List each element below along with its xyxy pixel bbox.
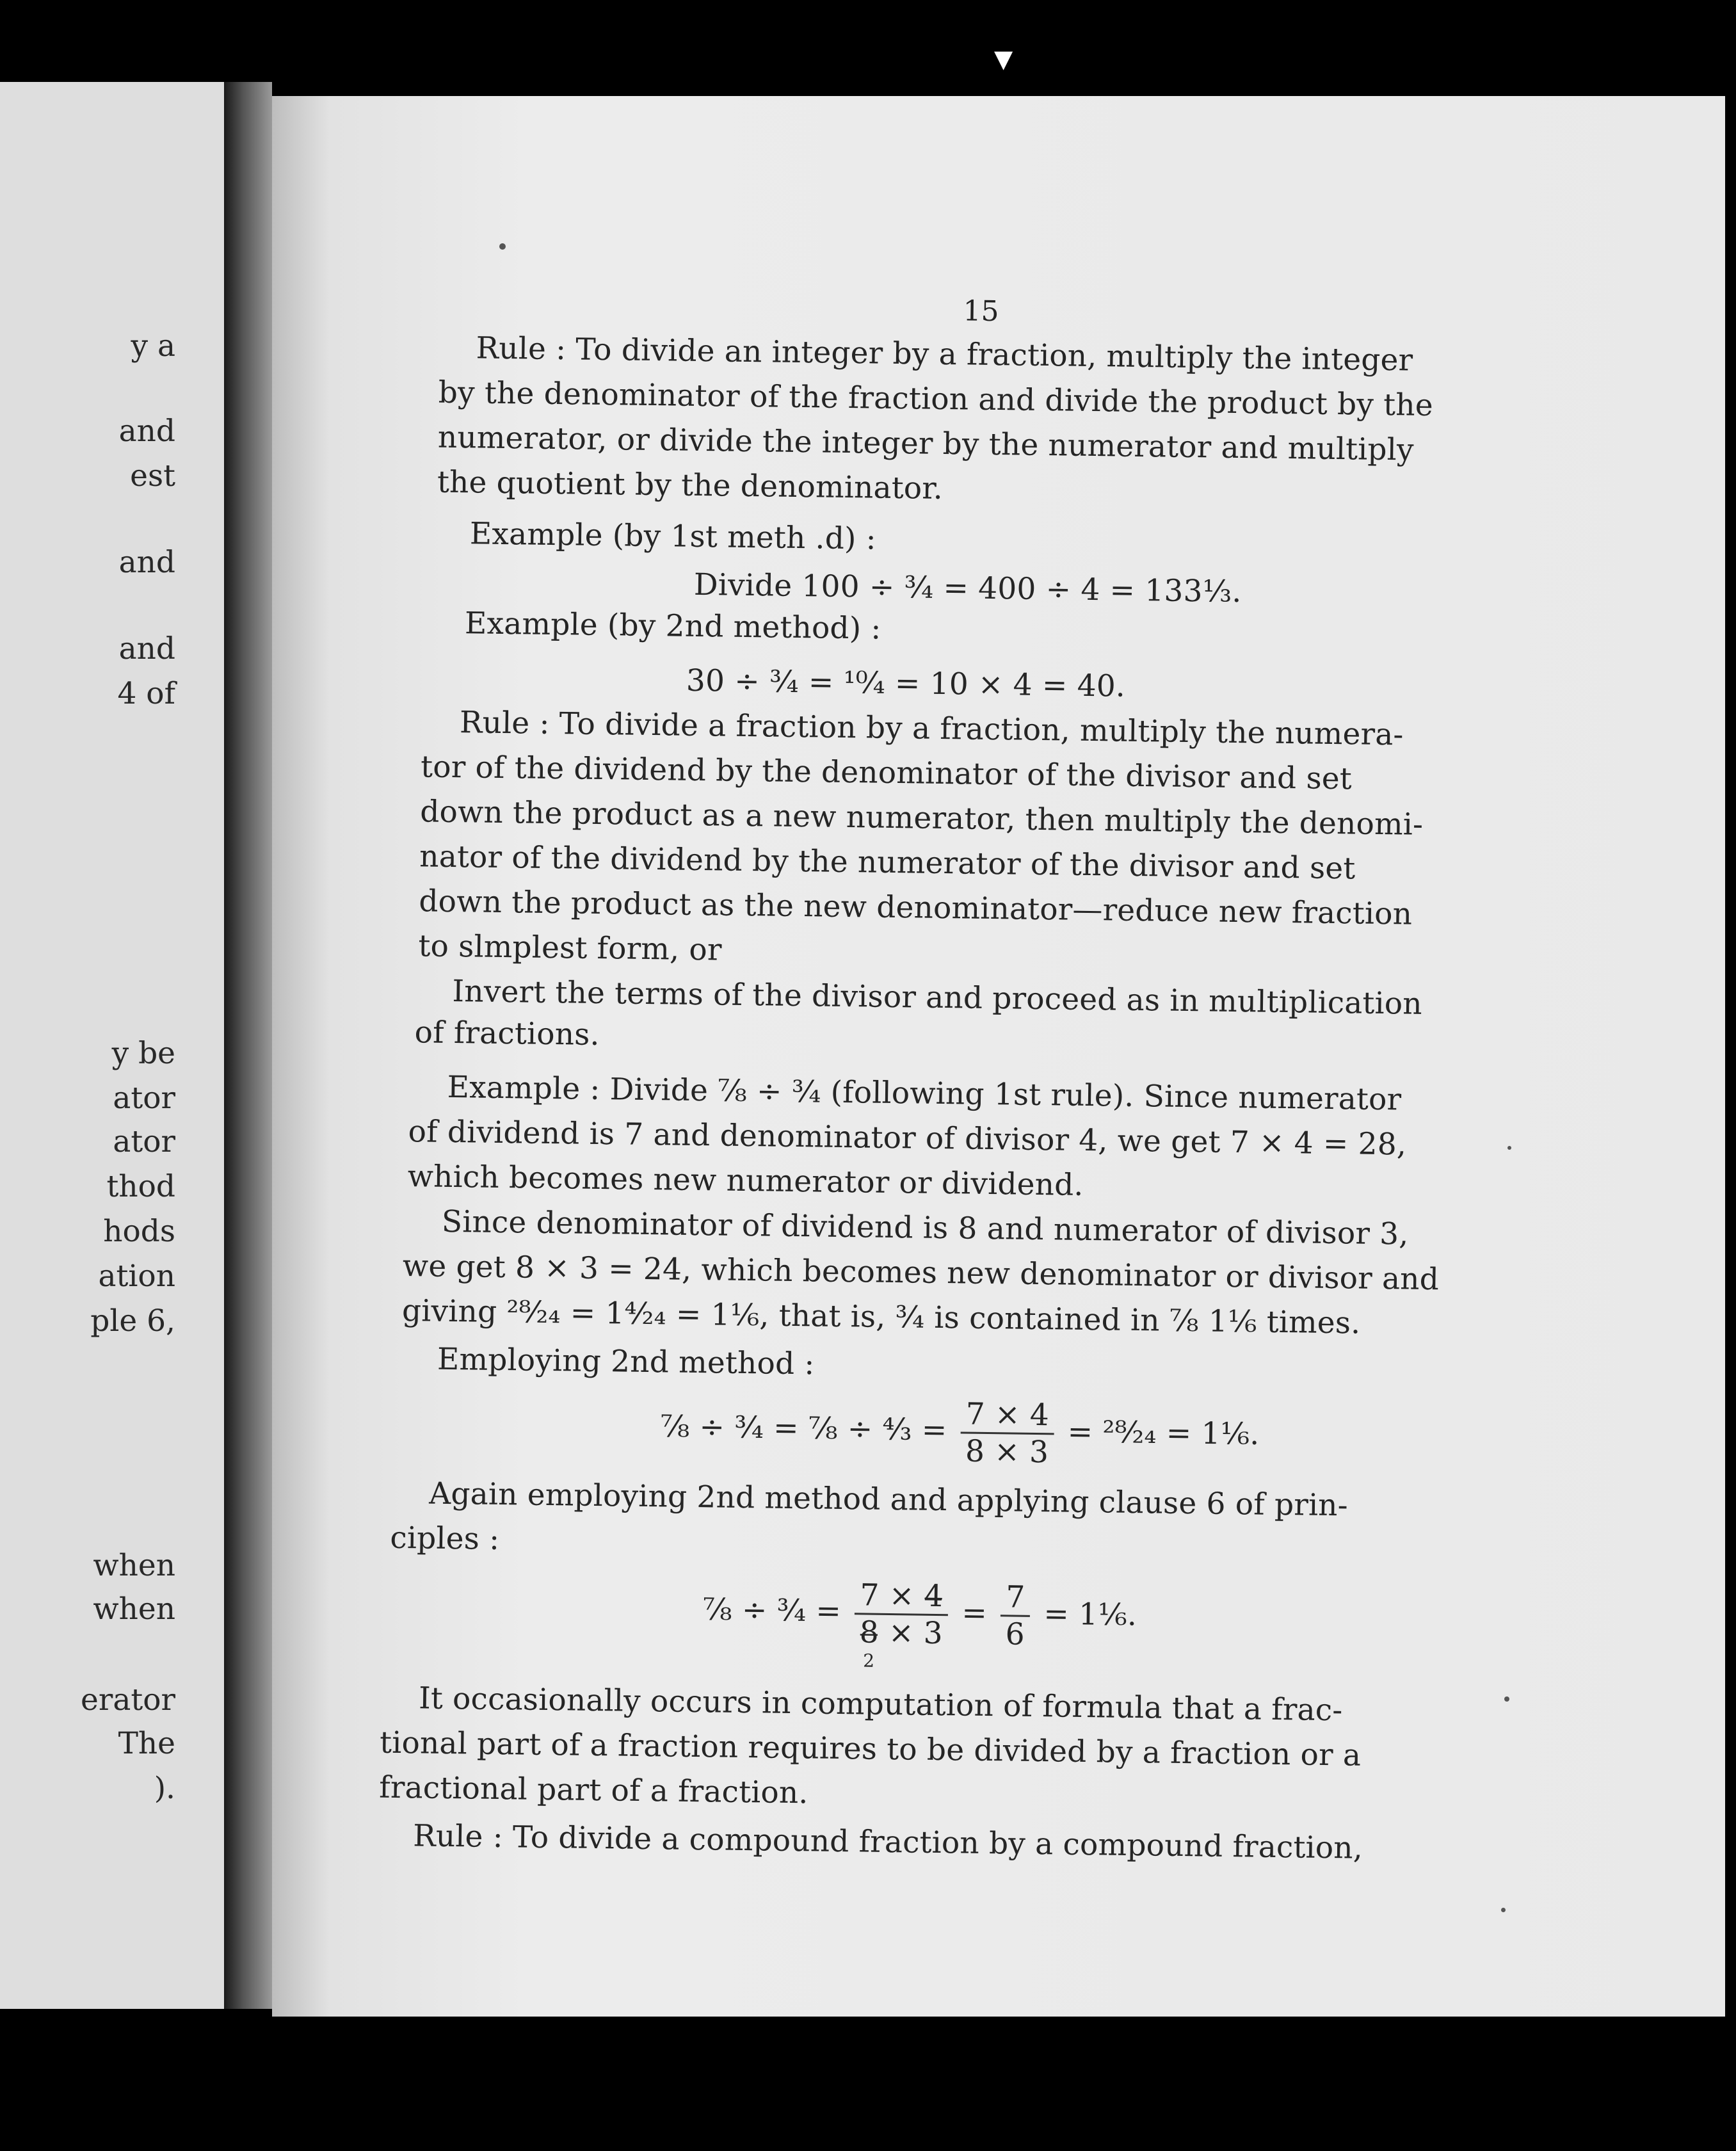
- example2-label: Example (by 2nd method) :: [464, 606, 881, 647]
- rule2-line: to slmplest form, or: [418, 928, 722, 968]
- eq3-numerator-1: 7 × 4̶: [855, 1580, 949, 1616]
- eq2-numerator: 7 × 4: [960, 1399, 1054, 1435]
- since-line: Since denominator of dividend is 8 and numerator of divisor 3,: [441, 1204, 1409, 1252]
- example3-line: of dividend is 7 and denominator of divisor 4, we get 7 × 4 = 28,: [408, 1114, 1407, 1163]
- employing-label: Employing 2nd method :: [437, 1341, 815, 1382]
- margin-fragment: and: [118, 631, 175, 666]
- rule1-line: numerator, or divide the integer by the numerator and multiply: [437, 419, 1415, 468]
- since-line: we get 8 × 3 = 24, which becomes new denominator or divisor and: [402, 1248, 1440, 1298]
- example1-equation: Divide 100 ÷ ¾ = 400 ÷ 4 = 133⅓.: [693, 567, 1242, 610]
- margin-fragment: ator: [113, 1081, 175, 1116]
- rule2-line: tor of the dividend by the denominator of the divisor and set: [420, 749, 1353, 797]
- eq2-left: ⅞ ÷ ¾ = ⅞ ÷ ⁴⁄₃ =: [660, 1408, 947, 1448]
- equation-second-method: [660, 1395, 1260, 1470]
- eq3-denominator-2: 6: [1005, 1616, 1025, 1652]
- example3-line: which becomes new numerator or dividend.: [407, 1159, 1084, 1203]
- invert-line: Invert the terms of the divisor and proceed as in multiplication: [452, 974, 1423, 1022]
- equation-clause-six: [702, 1577, 1137, 1672]
- rule2-line: Rule : To divide a fraction by a fraction, multiply the numera-: [459, 705, 1404, 753]
- margin-fragment: The: [118, 1726, 175, 1761]
- page-number: 15: [963, 294, 999, 328]
- rule1-line: the quotient by the denominator.: [437, 464, 944, 506]
- margin-fragment: thod: [106, 1169, 175, 1204]
- eq3-denominator-1: 8̶ × 3: [859, 1615, 944, 1652]
- rule2-line: nator of the dividend by the numerator of the divisor and set: [419, 839, 1356, 887]
- margin-fragment: erator: [81, 1682, 175, 1718]
- margin-fragment: ation: [98, 1259, 175, 1294]
- eq2-denominator: 8 × 3: [965, 1433, 1049, 1470]
- example2-equation: 30 ÷ ¾ = ¹⁰⁄₄ = 10 × 4 = 40.: [686, 663, 1126, 704]
- eq3-numerator-2: 7: [1001, 1582, 1031, 1617]
- eq3-cancel-subscript: 2: [862, 1650, 875, 1672]
- rule1-line: by the denominator of the fraction and divide the product by the: [438, 375, 1434, 423]
- rule1-line: Rule : To divide an integer by a fraction, multiply the integer: [476, 330, 1413, 378]
- occasionally-line: It occasionally occurs in computation of formula that a frac-: [418, 1680, 1343, 1728]
- margin-fragment: 4 of: [117, 676, 175, 711]
- margin-fragment: est: [130, 458, 175, 494]
- margin-fragment: when: [93, 1548, 175, 1583]
- margin-fragment: ).: [154, 1771, 175, 1806]
- example3-line: Example : Divide ⅞ ÷ ¾ (following 1st rule). Since numerator: [447, 1069, 1402, 1118]
- margin-fragment: and: [118, 545, 175, 580]
- eq2-right: = ²⁸⁄₂₄ = 1⅙.: [1067, 1414, 1260, 1453]
- margin-fragment: ator: [113, 1124, 175, 1159]
- margin-fragment: hods: [103, 1214, 175, 1249]
- eq3-fraction-1: [854, 1577, 948, 1672]
- margin-fragment: y be: [111, 1036, 175, 1071]
- eq3-right: = 1⅙.: [1043, 1596, 1137, 1633]
- eq3-mid: =: [961, 1595, 988, 1631]
- rule2-line: down the product as the new denominator—reduce new fraction: [419, 883, 1413, 932]
- margin-fragment: when: [93, 1591, 175, 1627]
- occasionally-line: fractional part of a fraction.: [378, 1769, 808, 1811]
- margin-fragment: and: [118, 414, 175, 449]
- invert-line: of fractions.: [414, 1015, 600, 1053]
- top-mark: ▼: [994, 45, 1013, 73]
- eq3-left: ⅞ ÷ ¾ =: [702, 1591, 842, 1629]
- rule3-line: Rule : To divide a compound fraction by a compound fraction,: [412, 1818, 1363, 1866]
- margin-fragment: y a: [131, 328, 175, 364]
- rule2-line: down the product as a new numerator, then multiply the denomi-: [419, 794, 1424, 842]
- since-line: giving ²⁸⁄₂₄ = 1⁴⁄₂₄ = 1⅙, that is, ¾ is contained in ⅞ 1⅙ times.: [401, 1293, 1361, 1341]
- again-line: Again employing 2nd method and applying clause 6 of prin-: [428, 1476, 1349, 1524]
- margin-fragment: ple 6,: [90, 1303, 175, 1339]
- again-line: ciples :: [390, 1520, 500, 1558]
- eq3-fraction-2: [1000, 1579, 1030, 1652]
- example1-label: Example (by 1st meth .d) :: [469, 516, 877, 557]
- eq2-fraction: [960, 1396, 1054, 1470]
- occasionally-line: tional part of a fraction requires to be divided by a fraction or a: [379, 1725, 1362, 1773]
